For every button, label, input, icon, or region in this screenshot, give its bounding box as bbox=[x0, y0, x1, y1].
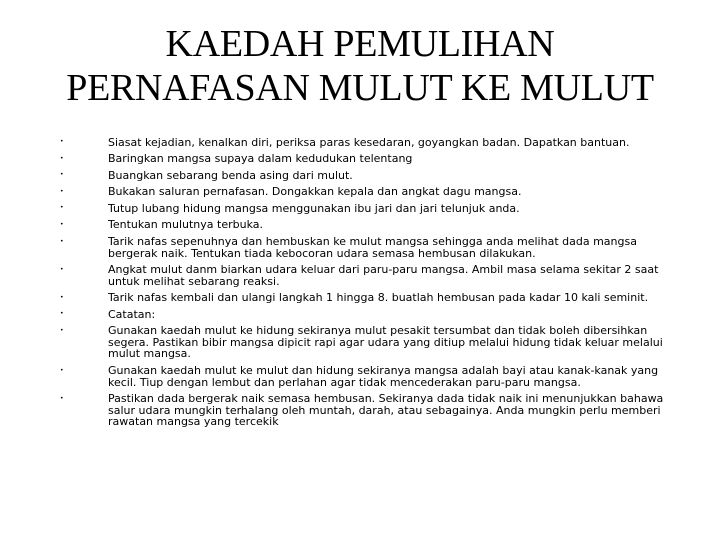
list-item bbox=[60, 134, 680, 151]
list-item-text: Tutup lubang hidung mangsa menggunakan ibu jari dan jari telunjuk anda. bbox=[108, 201, 520, 215]
bullet-icon: • bbox=[60, 326, 64, 334]
list-item-text: Bukakan saluran pernafasan. Dongakkan kepala dan angkat dagu mangsa. bbox=[108, 185, 522, 199]
list-item-text: Tarik nafas sepenuhnya dan hembuskan ke mulut mangsa sehingga anda melihat dada mangsa bergerak naik. Tentukan tiada kebocoran udara semasa hembusan dilakukan. bbox=[108, 235, 637, 260]
slide-title-line-2: PERNAFASAN MULUT KE MULUT bbox=[66, 67, 654, 109]
list-item bbox=[60, 217, 680, 234]
list-item-text: Baringkan mangsa supaya dalam kedudukan telentang bbox=[108, 152, 413, 166]
list-item bbox=[60, 363, 680, 391]
list-item-text: Buangkan sebarang benda asing dari mulut. bbox=[108, 168, 353, 182]
bullet-icon: • bbox=[60, 204, 64, 212]
list-item bbox=[60, 151, 680, 168]
list-item-text: Tentukan mulutnya terbuka. bbox=[108, 218, 263, 232]
bullet-icon: • bbox=[60, 310, 64, 318]
list-item bbox=[60, 290, 680, 307]
bullet-icon: • bbox=[60, 265, 64, 273]
list-item-text: Gunakan kaedah mulut ke hidung sekiranya mulut pesakit tersumbat dan tidak boleh dibersihkan segera. Pastikan bibir mangsa dipicit rapi agar udara yang ditiup melalui hidung tidak keluar melalui mulut mangsa. bbox=[108, 324, 663, 361]
bullet-icon: • bbox=[60, 187, 64, 195]
list-item bbox=[60, 391, 680, 431]
bullet-icon: • bbox=[60, 394, 64, 402]
list-item bbox=[60, 200, 680, 217]
list-item-text: Angkat mulut danm biarkan udara keluar dari paru-paru mangsa. Ambil masa selama sekitar 2 saat untuk melihat sebarang reaksi. bbox=[108, 263, 659, 288]
list-item bbox=[60, 234, 680, 262]
list-item-text: Tarik nafas kembali dan ulangi langkah 1 hingga 8. buatlah hembusan pada kadar 10 kali seminit. bbox=[108, 291, 649, 305]
bullet-list bbox=[60, 134, 680, 430]
slide-title-line-1: KAEDAH PEMULIHAN bbox=[165, 23, 555, 65]
list-item bbox=[60, 323, 680, 363]
list-item-text: Catatan: bbox=[108, 307, 156, 321]
list-item bbox=[60, 167, 680, 184]
list-item bbox=[60, 184, 680, 201]
list-item bbox=[60, 306, 680, 323]
bullet-icon: • bbox=[60, 154, 64, 162]
bullet-icon: • bbox=[60, 138, 64, 145]
list-item bbox=[60, 262, 680, 290]
list-item-text: Gunakan kaedah mulut ke mulut dan hidung sekiranya mangsa adalah bayi atau kanak-kanak yang kecil. Tiup dengan lembut dan perlahan agar tidak mencederakan paru-paru mangsa. bbox=[108, 364, 659, 389]
bullet-icon: • bbox=[60, 293, 64, 301]
bullet-icon: • bbox=[60, 366, 64, 374]
slide-title bbox=[20, 22, 700, 110]
bullet-icon: • bbox=[60, 220, 64, 228]
bullet-icon: • bbox=[60, 237, 64, 245]
list-item-text: Siasat kejadian, kenalkan diri, periksa paras kesedaran, goyangkan badan. Dapatkan bantuan. bbox=[108, 135, 630, 149]
bullet-icon: • bbox=[60, 171, 64, 179]
list-item-text: Pastikan dada bergerak naik semasa hembusan. Sekiranya dada tidak naik ini menunjukkan bahawa salur udara mungkin terhalang oleh muntah, darah, atau sebagainya. Anda mungkin perlu memberi rawatan mangsa yang tercekik bbox=[108, 392, 664, 429]
